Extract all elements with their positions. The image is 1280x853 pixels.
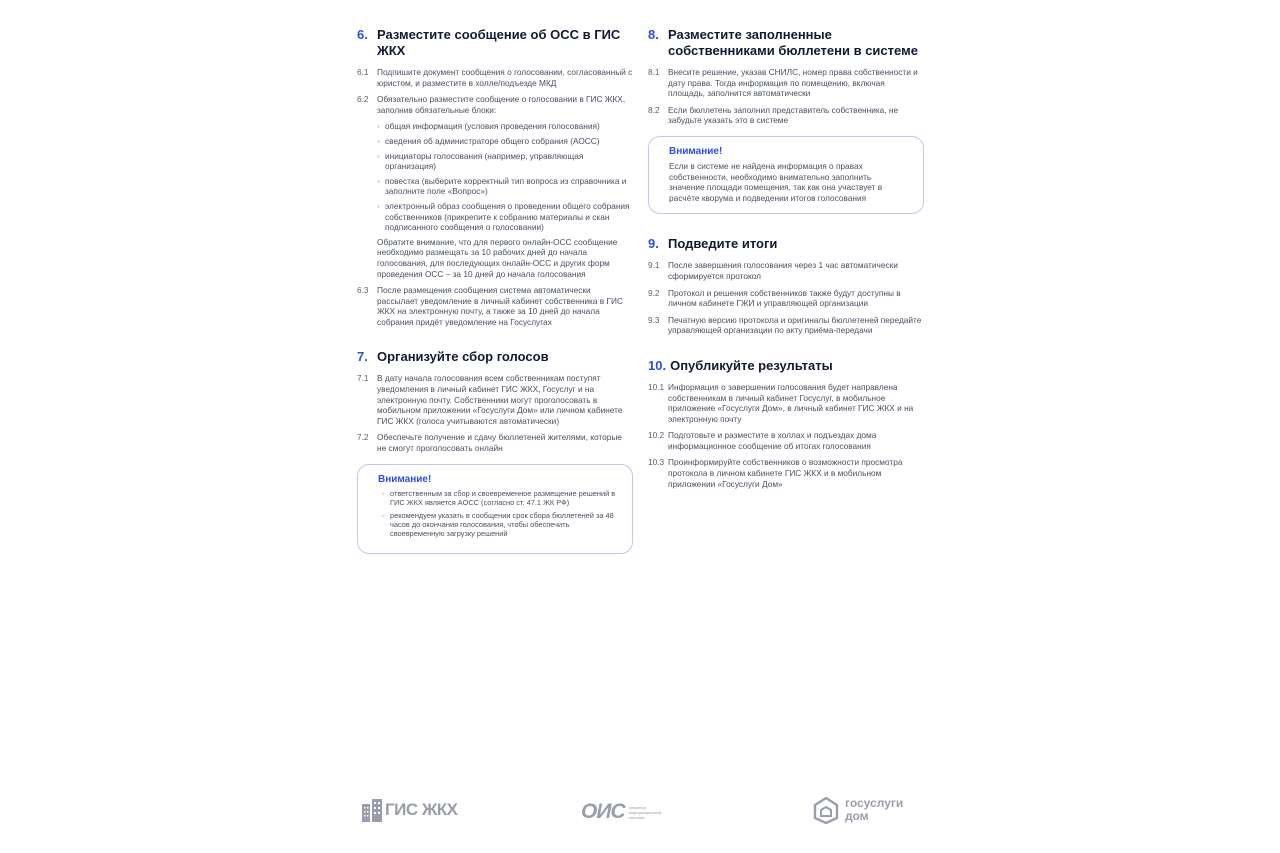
- section-10: [648, 358, 924, 489]
- warning-title: Внимание!: [378, 473, 432, 485]
- list-item: 6.2 Обязательно разместите сообщение о голосовании в ГИС ЖКХ, заполнив обязательные блоки:: [357, 94, 626, 115]
- section-number: 10.: [648, 357, 667, 373]
- warning-box: [648, 136, 924, 214]
- building-icon: [361, 798, 383, 822]
- bullet-list: [377, 121, 633, 232]
- list-item: 10.2 Подготовьте и разместите в холлах и подъездах дома информационное сообщение об итогах голосования: [648, 430, 877, 451]
- warning-box: [357, 464, 633, 554]
- section-title: Организуйте сбор голосов: [377, 349, 549, 365]
- section-title: Подведите итоги: [668, 236, 778, 252]
- logo-text-line2: дом: [845, 809, 869, 823]
- list-item: 6.3 После размещения сообщения система автоматически рассылает уведомление в личный кабинет собственника в ГИС ЖКХ на электронную почту, а также за 10 дней до начала собрания придёт уведомление на Госуслугах: [357, 285, 623, 327]
- section-8: [648, 27, 924, 214]
- section-number: 7.: [357, 349, 368, 365]
- right-column: [648, 27, 924, 511]
- section-number: 6.: [357, 27, 368, 42]
- list-item: 9.2 Протокол и решения собственников также будут доступны в личном кабинете ГЖИ и управляющей организации: [648, 287, 901, 309]
- section-number: 8.: [648, 27, 659, 42]
- section-9: [648, 236, 924, 336]
- bullet-item: ◦ сведения об администраторе общего собрания (АОСС): [377, 136, 633, 147]
- section-title: Разместите заполненные собственниками бюллетени в системе: [668, 27, 918, 58]
- bullet-list: [382, 489, 618, 539]
- list-item: 7.2 Обеспечьте получение и сдачу бюллетеней жителями, которые не смогут проголосовать онлайн: [357, 432, 622, 454]
- list-item: 10.1 Информация о завершении голосования будет направлена собственникам в личный кабинет Госуслуг, в мобильное приложение «Госуслуги Дом», в личный кабинет ГИС ЖКХ и на электронную почту: [648, 381, 914, 424]
- ois-logo: [581, 800, 673, 824]
- warning-title: Внимание!: [669, 145, 723, 157]
- section-number: 9.: [648, 236, 659, 252]
- logo-subtext: оператор информационной системы: [628, 804, 662, 820]
- logo-text-line1: госуслуги: [845, 796, 904, 810]
- section-7: [357, 349, 633, 553]
- section-6: [357, 27, 633, 327]
- list-item: 10.3 Проинформируйте собственников о возможности просмотра протокола в личном кабинете ГИС ЖКХ и в мобильном приложении «Госуслуги Дом»: [648, 457, 903, 489]
- house-icon: [813, 796, 839, 824]
- gis-zhkh-logo: [361, 798, 457, 822]
- list-item: 9.1 После завершения голосования через 1 час автоматически сформируется протокол: [648, 260, 898, 281]
- logo-text: ОИС: [581, 800, 625, 823]
- gosuslugi-dom-logo: [813, 796, 903, 824]
- bullet-item: ◦ общая информация (условия проведения голосования): [377, 121, 633, 132]
- section-title: Разместите сообщение об ОСС в ГИС ЖКХ: [377, 27, 621, 58]
- footer-logos: [357, 792, 924, 832]
- logo-text: ГИС ЖКХ: [385, 800, 458, 819]
- list-item: 7.1 В дату начала голосования всем собственникам поступят уведомления в личный кабинет ГИС ЖКХ, Госуслуг и на электронную почту. Собственники могут проголосовать в мобильном приложении «Госуслуги Дом» или личном кабинете ГИС ЖКХ (голоса учитываются автоматически): [357, 373, 623, 426]
- left-column: [357, 27, 633, 576]
- list-item: 8.1 Внесите решение, указав СНИЛС, номер права собственности и дату права. Тогда информация по помещению, включая площадь, заполнится автоматически: [648, 67, 918, 99]
- bullet-item: ◦ повестка (выберите корректный тип вопроса из справочника и заполните поле «Вопрос»): [377, 176, 633, 197]
- note-text: Обратите внимание, что для первого онлайн-ОСС сообщение необходимо размещать за 10 рабочих дней до начала голосования, для последующих онлайн-ОСС и других форм проведения ОСС – за 10 дней до начала голосования: [377, 236, 618, 279]
- bullet-item: ◦ рекомендуем указать в сообщении срок сбора бюллетеней за 48 часов до окончания голосования, чтобы обеспечить своевременную загрузку решений: [382, 511, 618, 539]
- warning-text: Если в системе не найдена информация о правах собственности, необходимо внимательно заполнить значение площади помещения, так как она участвует в расчёте кворума и подведении итогов голосования: [669, 160, 883, 203]
- section-title: Опубликуйте результаты: [670, 357, 833, 373]
- list-item: 8.2 Если бюллетень заполнил представитель собственника, не забудьте указать это в системе: [648, 104, 899, 126]
- list-item: 9.3 Печатную версию протокола и оригиналы бюллетеней передайте управляющей организации по акту приёма-передачи: [648, 314, 922, 336]
- bullet-item: ◦ инициаторы голосования (например, управляющая организация): [377, 151, 633, 172]
- bullet-item: ◦ электронный образ сообщения о проведении общего собрания собственников (прикрепите к собранию материалы и скан подписанного сообщения о голосовании): [377, 201, 633, 233]
- list-item: 6.1 Подпишите документ сообщения о голосовании, согласованный с юристом, и разместите в холле/подъезде МКД: [357, 67, 633, 88]
- bullet-item: ◦ ответственным за сбор и своевременное размещение решений в ГИС ЖКХ является АОСС (согласно ст. 47.1 ЖК РФ): [382, 489, 618, 507]
